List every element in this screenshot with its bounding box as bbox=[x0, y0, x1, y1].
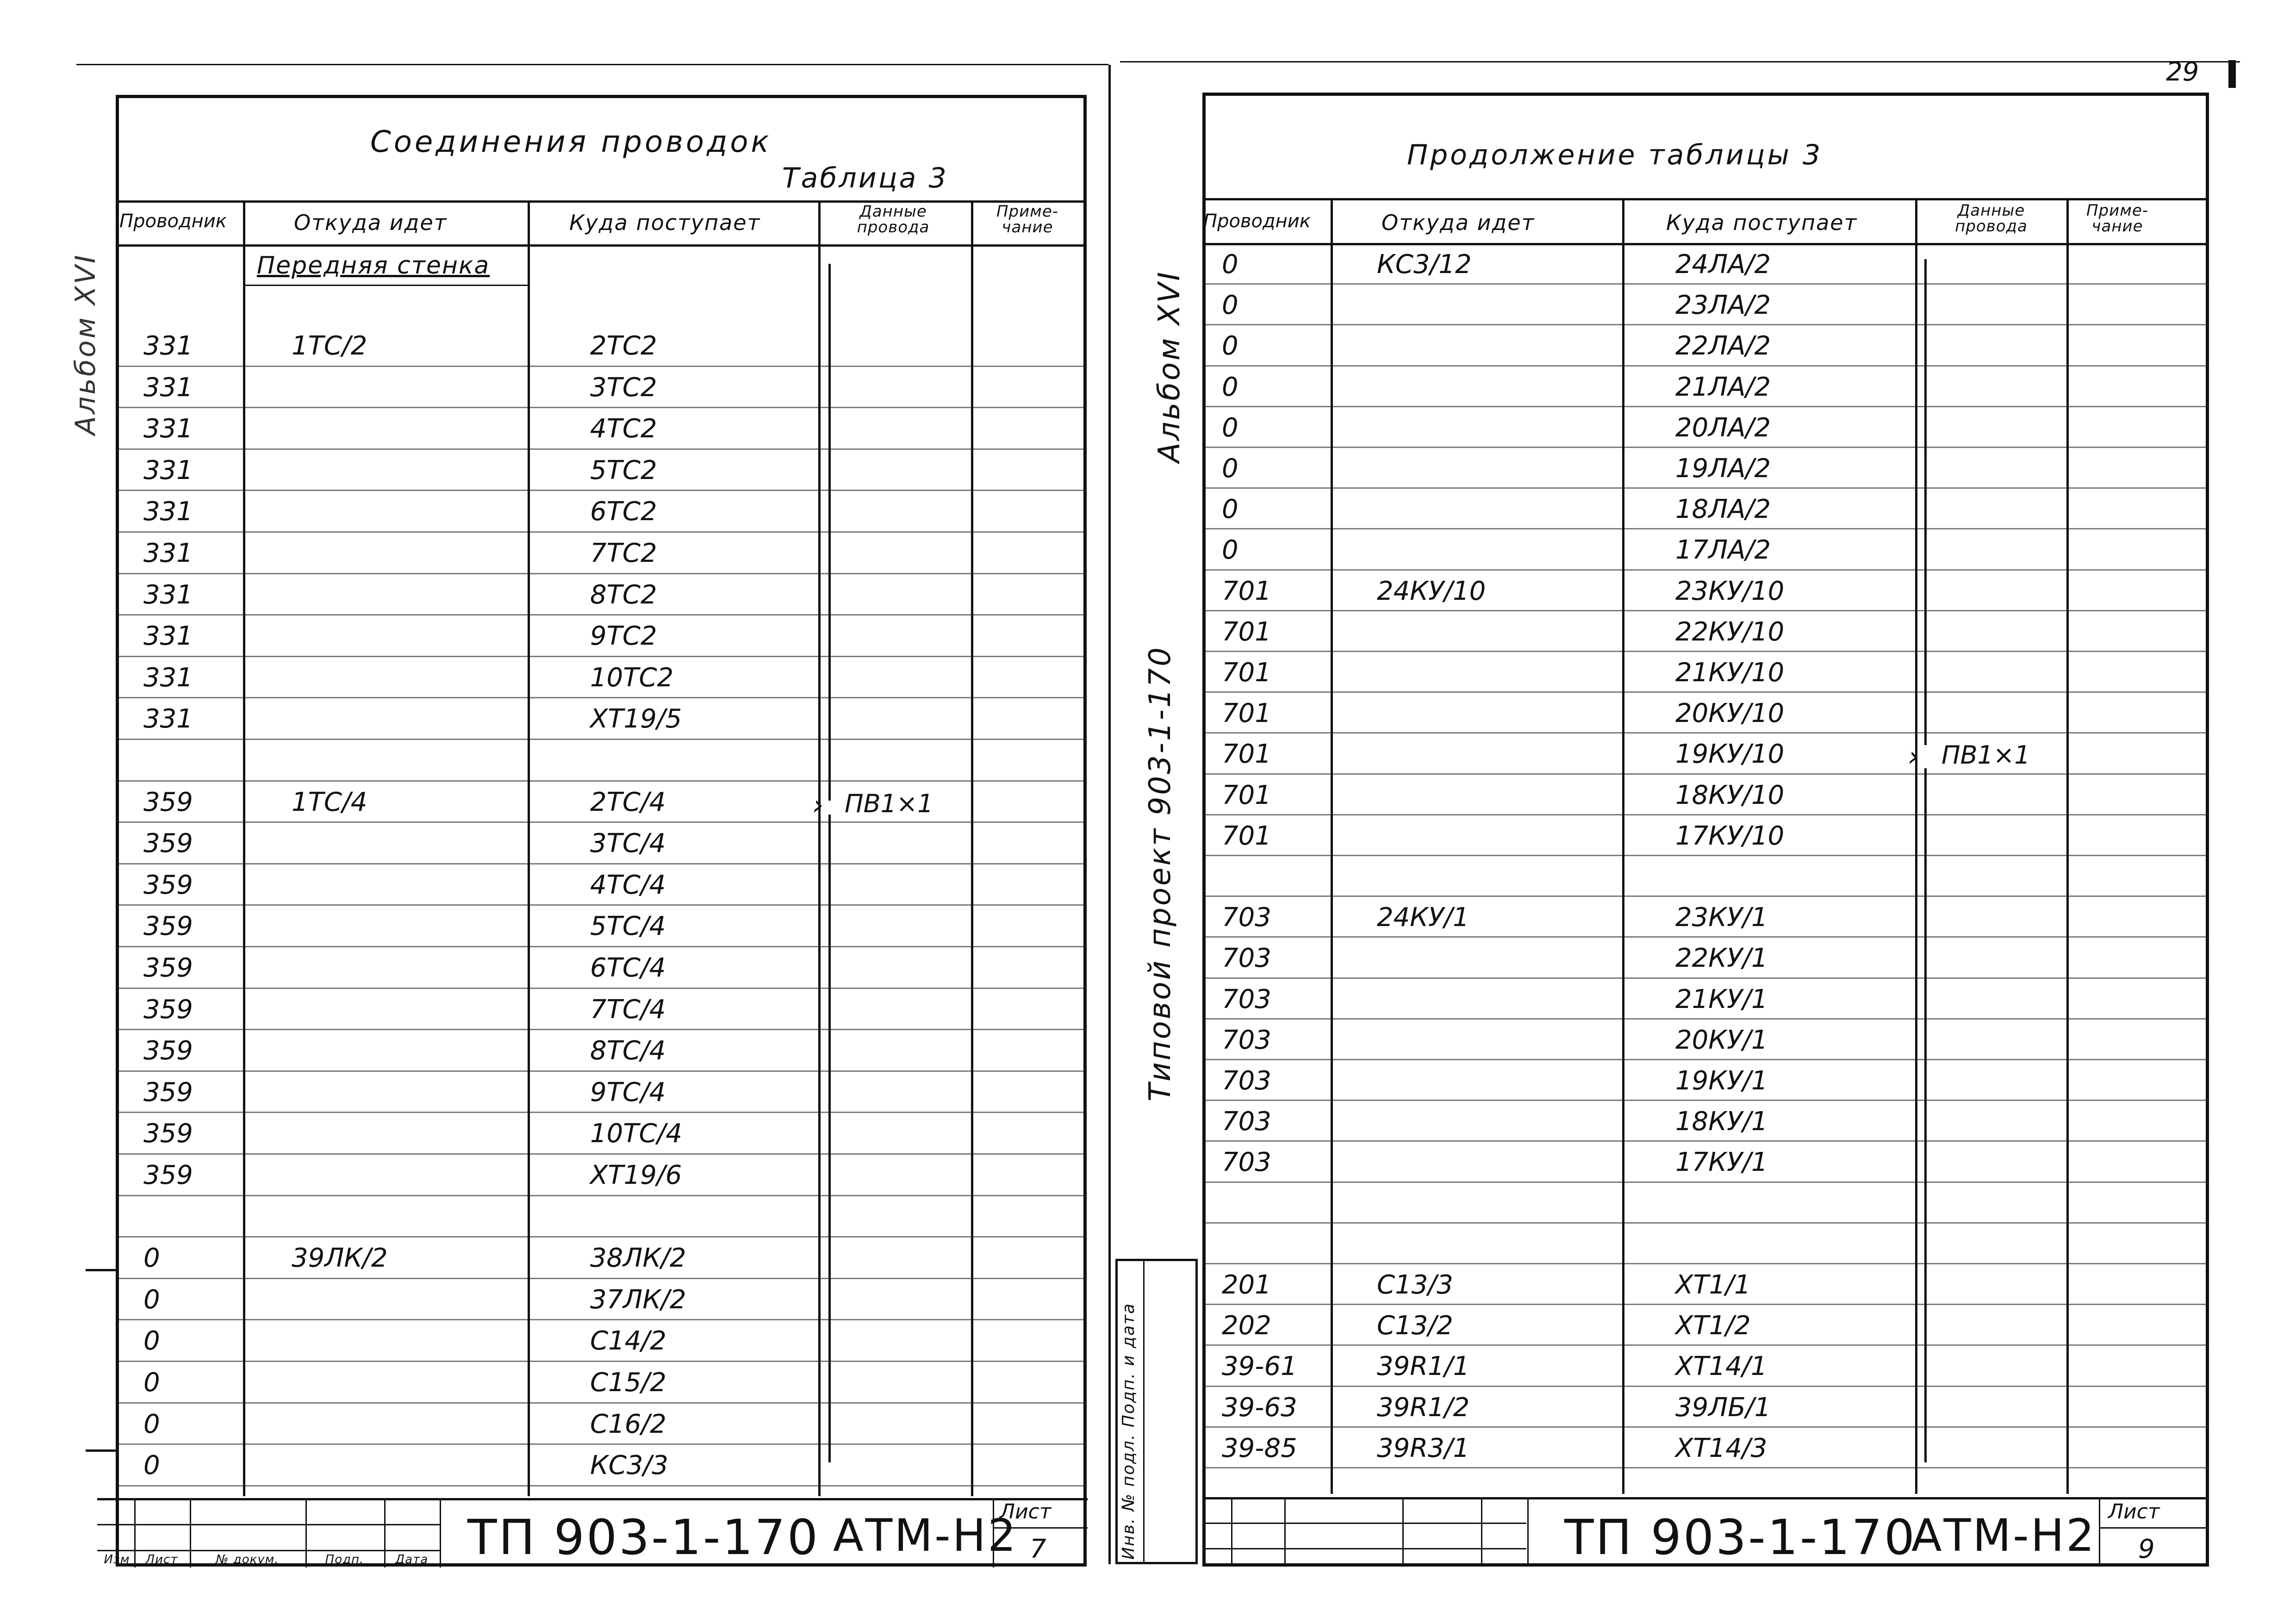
cell-to: 23КУ/10 bbox=[1675, 576, 1785, 606]
cell-to: 24ЛА/2 bbox=[1675, 249, 1771, 280]
left-header-wire: Проводник bbox=[119, 211, 227, 232]
cell-wire: 0 bbox=[1222, 290, 1238, 321]
left-stamp-sheet-number: 7 bbox=[1030, 1534, 1046, 1564]
row-rule bbox=[1202, 1386, 2209, 1387]
cell-wire: 331 bbox=[143, 579, 193, 610]
left-header-bottom-rule bbox=[116, 244, 1087, 247]
left-stamp-col-sign: Подп. bbox=[325, 1553, 364, 1567]
cell-to: С16/2 bbox=[590, 1409, 666, 1439]
right-stamp-col-2 bbox=[1284, 1497, 1286, 1567]
row-rule bbox=[1202, 1426, 2209, 1428]
cell-to: С14/2 bbox=[590, 1326, 666, 1356]
row-rule bbox=[1202, 1059, 2209, 1060]
left-section-rule bbox=[243, 285, 530, 286]
row-rule bbox=[116, 821, 1087, 823]
cell-wire: 703 bbox=[1222, 1147, 1271, 1178]
cell-wire: 701 bbox=[1222, 780, 1271, 810]
cell-wire: 701 bbox=[1222, 821, 1271, 851]
cell-to: 22ЛА/2 bbox=[1675, 331, 1771, 361]
cell-from: С13/3 bbox=[1377, 1270, 1453, 1300]
left-table-title: Соединения проводок bbox=[370, 125, 772, 159]
cell-to: 21КУ/1 bbox=[1675, 984, 1768, 1014]
cell-to: ХТ19/5 bbox=[590, 704, 682, 734]
left-stamp-col-izm: Изм bbox=[104, 1553, 130, 1567]
page-number: 29 bbox=[2166, 57, 2199, 87]
row-rule bbox=[116, 1112, 1087, 1113]
left-header-from: Откуда идет bbox=[294, 210, 448, 235]
cell-to: 4ТС2 bbox=[590, 414, 657, 444]
row-rule bbox=[116, 780, 1087, 782]
row-rule bbox=[1202, 1100, 2209, 1101]
cell-to: 20КУ/10 bbox=[1675, 698, 1785, 729]
cell-to: 3ТС2 bbox=[590, 372, 657, 403]
cell-wire: 331 bbox=[143, 455, 193, 485]
cell-to: 8ТС/4 bbox=[590, 1036, 666, 1066]
cell-to: 23ЛА/2 bbox=[1675, 290, 1771, 321]
row-rule bbox=[116, 863, 1087, 864]
row-rule bbox=[1202, 1140, 2209, 1142]
cell-to: 19КУ/1 bbox=[1675, 1066, 1768, 1096]
row-rule bbox=[1202, 814, 2209, 815]
cell-wire: 359 bbox=[143, 953, 193, 983]
left-section-title: Передняя стенка bbox=[257, 252, 490, 280]
cell-wire: 0 bbox=[1222, 454, 1238, 484]
cell-to: 9ТС2 bbox=[590, 621, 657, 652]
cell-from: 1ТС/4 bbox=[292, 787, 367, 817]
right-stamp-mid-rule bbox=[1202, 1523, 1526, 1524]
right-header-note: Приме-чание bbox=[2086, 201, 2149, 236]
cell-wire: 331 bbox=[143, 662, 193, 693]
cell-to: 18КУ/1 bbox=[1675, 1107, 1768, 1137]
row-rule bbox=[1202, 324, 2209, 325]
row-rule bbox=[116, 1195, 1087, 1196]
right-header-to: Куда поступает bbox=[1666, 210, 1858, 235]
row-rule bbox=[1202, 1018, 2209, 1020]
row-rule bbox=[116, 904, 1087, 906]
cell-to: 5ТС/4 bbox=[590, 911, 666, 942]
left-stamp-top-rule bbox=[97, 1498, 1088, 1500]
row-rule bbox=[1202, 1181, 2209, 1183]
cell-to: 20КУ/1 bbox=[1675, 1025, 1768, 1055]
row-rule bbox=[116, 697, 1087, 698]
row-rule bbox=[116, 1070, 1087, 1072]
cell-to: 21КУ/10 bbox=[1675, 658, 1785, 688]
cell-to: 38ЛК/2 bbox=[590, 1243, 686, 1274]
right-data-brace-bottom bbox=[1924, 768, 1927, 1462]
right-header-wire: Проводник bbox=[1203, 211, 1311, 232]
top-rule-right bbox=[1120, 61, 2240, 62]
cell-wire: 359 bbox=[143, 870, 193, 900]
left-stamp-col-date: Дата bbox=[395, 1553, 429, 1567]
left-header-to: Куда поступает bbox=[569, 210, 761, 235]
left-col-divider-4 bbox=[971, 200, 973, 1496]
right-col-divider-2 bbox=[1622, 198, 1624, 1494]
right-stamp-mark: АТМ-Н2 bbox=[1911, 1510, 2097, 1561]
cell-to: 2ТС2 bbox=[590, 331, 657, 361]
cell-wire: 331 bbox=[143, 372, 193, 403]
left-side-label: Альбом XVI bbox=[69, 253, 102, 435]
cell-wire: 201 bbox=[1222, 1270, 1271, 1300]
cell-to: 7ТС2 bbox=[590, 538, 657, 568]
left-stamp-mid-rule bbox=[97, 1524, 440, 1525]
cell-to: 4ТС/4 bbox=[590, 870, 666, 900]
cell-to: 9ТС/4 bbox=[590, 1077, 666, 1107]
cell-to: КС3/3 bbox=[590, 1450, 668, 1481]
row-rule bbox=[1202, 610, 2209, 611]
left-stamp-low-rule bbox=[97, 1550, 440, 1551]
row-rule bbox=[116, 366, 1087, 367]
right-wire-type: ПВ1×1 bbox=[1941, 740, 2030, 770]
row-rule bbox=[116, 1236, 1087, 1237]
cell-to: 19КУ/10 bbox=[1675, 739, 1785, 770]
right-stamp-col-1 bbox=[1231, 1497, 1232, 1567]
cell-wire: 331 bbox=[143, 414, 193, 444]
cell-wire: 331 bbox=[143, 621, 193, 652]
cell-to: 8ТС2 bbox=[590, 579, 657, 610]
cell-wire: 39-85 bbox=[1222, 1433, 1297, 1463]
right-stamp-sheet-col bbox=[2099, 1497, 2100, 1567]
cell-wire: 703 bbox=[1222, 1107, 1271, 1137]
cell-wire: 359 bbox=[143, 787, 193, 817]
cell-to: 7ТС/4 bbox=[590, 994, 666, 1025]
cell-to: С15/2 bbox=[590, 1368, 666, 1398]
right-stamp-col-3 bbox=[1402, 1497, 1404, 1567]
cell-wire: 0 bbox=[1222, 494, 1238, 525]
cell-to: 22КУ/10 bbox=[1675, 616, 1785, 647]
row-rule bbox=[116, 1361, 1087, 1362]
cell-wire: 359 bbox=[143, 1160, 193, 1190]
right-header-bottom-rule bbox=[1202, 243, 2209, 245]
cell-to: 5ТС2 bbox=[590, 455, 657, 485]
cell-to: 6ТС/4 bbox=[590, 953, 666, 983]
right-stamp-col-4 bbox=[1481, 1497, 1482, 1567]
left-stamp-sheet-label: Лист bbox=[1000, 1500, 1052, 1524]
left-data-brace-bottom bbox=[828, 815, 831, 1462]
right-stamp-code: ТП 903-1-170- bbox=[1564, 1509, 1936, 1566]
cell-to: 6ТС2 bbox=[590, 497, 657, 527]
cell-wire: 359 bbox=[143, 994, 193, 1025]
right-brace-point: › bbox=[1908, 740, 1919, 773]
left-wire-type: ПВ1×1 bbox=[845, 789, 933, 818]
row-rule bbox=[116, 490, 1087, 491]
row-rule bbox=[1202, 651, 2209, 652]
left-header-data: Данные провода bbox=[857, 202, 930, 236]
right-table-title: Продолжение таблицы 3 bbox=[1407, 139, 1823, 171]
cell-wire: 0 bbox=[1222, 372, 1238, 402]
left-data-brace-top bbox=[828, 264, 831, 801]
cell-to: 22КУ/1 bbox=[1675, 943, 1768, 974]
right-col-divider-3 bbox=[1915, 198, 1917, 1494]
cell-wire: 0 bbox=[143, 1243, 160, 1274]
right-data-brace-top bbox=[1924, 259, 1927, 745]
cell-wire: 39-61 bbox=[1222, 1351, 1297, 1382]
cell-wire: 359 bbox=[143, 828, 193, 859]
row-rule bbox=[116, 1153, 1087, 1155]
cell-to: ХТ19/6 bbox=[590, 1160, 682, 1190]
row-rule bbox=[1202, 283, 2209, 285]
right-stamp-sheet-number: 9 bbox=[2138, 1534, 2155, 1564]
cell-from: С13/2 bbox=[1377, 1311, 1453, 1341]
right-header-top-rule bbox=[1202, 198, 2209, 200]
right-side-project-label: Типовой проект 903-1-170 bbox=[1143, 646, 1177, 1101]
cell-from: 24КУ/10 bbox=[1377, 576, 1486, 606]
cell-wire: 0 bbox=[143, 1450, 160, 1481]
cell-wire: 359 bbox=[143, 1036, 193, 1066]
cell-wire: 703 bbox=[1222, 902, 1271, 933]
cell-wire: 703 bbox=[1222, 984, 1271, 1014]
cell-wire: 701 bbox=[1222, 739, 1271, 770]
row-rule bbox=[1202, 1467, 2209, 1468]
row-rule bbox=[1202, 895, 2209, 897]
cell-from: 39R1/1 bbox=[1377, 1351, 1470, 1382]
cell-to: 19ЛА/2 bbox=[1675, 454, 1771, 484]
cell-from: 39ЛК/2 bbox=[292, 1243, 388, 1274]
row-rule bbox=[116, 946, 1087, 947]
left-margin-tick-2 bbox=[86, 1449, 116, 1452]
row-rule bbox=[1202, 691, 2209, 693]
cell-to: ХТ1/1 bbox=[1675, 1270, 1751, 1300]
left-col-divider-1 bbox=[243, 200, 245, 1496]
row-rule bbox=[1202, 1344, 2209, 1346]
cell-wire: 0 bbox=[143, 1284, 160, 1315]
row-rule bbox=[116, 1029, 1087, 1030]
cell-to: 20ЛА/2 bbox=[1675, 412, 1771, 443]
cell-wire: 331 bbox=[143, 538, 193, 568]
row-rule bbox=[116, 1402, 1087, 1404]
row-rule bbox=[116, 656, 1087, 657]
right-side-stamp-label: Инв. № подл. Подп. и дата bbox=[1119, 1302, 1138, 1560]
row-rule bbox=[116, 407, 1087, 408]
row-rule bbox=[116, 448, 1087, 450]
left-brace-point: › bbox=[812, 789, 823, 821]
cell-wire: 39-63 bbox=[1222, 1392, 1297, 1423]
cell-to: 18ЛА/2 bbox=[1675, 494, 1771, 525]
cell-from: 1ТС/2 bbox=[292, 331, 367, 361]
row-rule bbox=[1202, 487, 2209, 489]
row-rule bbox=[1202, 406, 2209, 407]
left-stamp-col-5 bbox=[440, 1498, 441, 1567]
cell-wire: 0 bbox=[143, 1326, 160, 1356]
row-rule bbox=[116, 614, 1087, 616]
cell-to: 21ЛА/2 bbox=[1675, 372, 1771, 402]
row-rule bbox=[1202, 365, 2209, 367]
cell-wire: 701 bbox=[1222, 698, 1271, 729]
cell-to: 17КУ/10 bbox=[1675, 821, 1785, 851]
right-stamp-sheet-label: Лист bbox=[2108, 1500, 2160, 1524]
right-header-data: Данные провода bbox=[1955, 201, 2028, 236]
cell-wire: 331 bbox=[143, 497, 193, 527]
row-rule bbox=[116, 1278, 1087, 1279]
row-rule bbox=[116, 739, 1087, 740]
cell-wire: 701 bbox=[1222, 616, 1271, 647]
cell-wire: 701 bbox=[1222, 658, 1271, 688]
cell-wire: 703 bbox=[1222, 943, 1271, 974]
cell-to: ХТ1/2 bbox=[1675, 1311, 1751, 1341]
left-margin-tick-1 bbox=[86, 1269, 116, 1271]
cell-wire: 0 bbox=[1222, 412, 1238, 443]
cell-wire: 359 bbox=[143, 1119, 193, 1149]
cell-wire: 0 bbox=[143, 1368, 160, 1398]
row-rule bbox=[1202, 569, 2209, 571]
right-side-stamp-divider bbox=[1143, 1259, 1145, 1564]
cell-to: 10ТС2 bbox=[590, 662, 674, 693]
right-stamp-sheet-rule bbox=[2099, 1527, 2208, 1529]
left-col-divider-3 bbox=[818, 200, 821, 1496]
left-stamp-col-doc: № докум. bbox=[216, 1553, 279, 1567]
row-rule bbox=[116, 573, 1087, 574]
cell-wire: 0 bbox=[1222, 249, 1238, 280]
cell-wire: 331 bbox=[143, 331, 193, 361]
right-col-divider-4 bbox=[2066, 198, 2069, 1494]
left-stamp-mark: АТМ-Н2 bbox=[833, 1510, 1018, 1561]
cell-to: ХТ14/1 bbox=[1675, 1351, 1767, 1382]
right-stamp-col-5 bbox=[1527, 1497, 1529, 1567]
cell-to: 2ТС/4 bbox=[590, 787, 666, 817]
row-rule bbox=[1202, 447, 2209, 448]
cell-to: 17КУ/1 bbox=[1675, 1147, 1768, 1178]
right-col-divider-1 bbox=[1331, 198, 1333, 1494]
left-header-top-rule bbox=[116, 200, 1087, 203]
cell-to: 3ТС/4 bbox=[590, 828, 666, 859]
row-rule bbox=[1202, 936, 2209, 938]
cell-wire: 0 bbox=[1222, 535, 1238, 566]
row-rule bbox=[116, 1485, 1087, 1486]
cell-wire: 0 bbox=[1222, 331, 1238, 361]
cell-to: 18КУ/10 bbox=[1675, 780, 1785, 810]
cell-from: КС3/12 bbox=[1377, 249, 1472, 280]
left-table-label: Таблица 3 bbox=[782, 162, 948, 194]
cell-wire: 359 bbox=[143, 911, 193, 942]
left-col-divider-2 bbox=[528, 200, 530, 1496]
cell-wire: 0 bbox=[143, 1409, 160, 1439]
cell-to: 23КУ/1 bbox=[1675, 902, 1768, 933]
cell-wire: 701 bbox=[1222, 576, 1271, 606]
cell-wire: 202 bbox=[1222, 1311, 1271, 1341]
cell-wire: 703 bbox=[1222, 1066, 1271, 1096]
row-rule bbox=[116, 1319, 1087, 1320]
row-rule bbox=[1202, 1222, 2209, 1224]
cell-from: 39R1/2 bbox=[1377, 1392, 1470, 1423]
cell-from: 24КУ/1 bbox=[1377, 902, 1469, 933]
top-rule-left bbox=[76, 64, 1108, 65]
cell-to: 17ЛА/2 bbox=[1675, 535, 1771, 566]
left-header-note: Приме-чание bbox=[996, 202, 1059, 236]
right-stamp-top-rule bbox=[1202, 1497, 2209, 1499]
cell-to: 39ЛБ/1 bbox=[1675, 1392, 1771, 1423]
right-header-from: Откуда идет bbox=[1381, 210, 1535, 235]
row-rule bbox=[116, 531, 1087, 533]
cell-from: 39R3/1 bbox=[1377, 1433, 1470, 1463]
cell-to: ХТ14/3 bbox=[1675, 1433, 1767, 1463]
row-rule bbox=[1202, 1304, 2209, 1305]
cell-wire: 359 bbox=[143, 1077, 193, 1107]
cell-wire: 703 bbox=[1222, 1025, 1271, 1055]
row-rule bbox=[1202, 855, 2209, 856]
cell-to: 37ЛК/2 bbox=[590, 1284, 686, 1315]
page-corner-mark bbox=[2228, 60, 2236, 88]
row-rule bbox=[1202, 773, 2209, 775]
right-stamp-low-rule bbox=[1202, 1548, 1526, 1549]
cell-wire: 331 bbox=[143, 704, 193, 734]
row-rule bbox=[1202, 1263, 2209, 1264]
cell-to: 10ТС/4 bbox=[590, 1119, 683, 1149]
row-rule bbox=[116, 988, 1087, 989]
left-stamp-code: ТП 903-1-170 - bbox=[467, 1509, 856, 1566]
row-rule bbox=[1202, 977, 2209, 979]
center-fold-line bbox=[1108, 65, 1111, 1564]
row-rule bbox=[1202, 528, 2209, 529]
left-stamp-col-list: Лист bbox=[145, 1553, 178, 1567]
right-side-album-label: Альбом XVI bbox=[1152, 270, 1187, 463]
row-rule bbox=[1202, 732, 2209, 734]
row-rule bbox=[116, 1443, 1087, 1445]
